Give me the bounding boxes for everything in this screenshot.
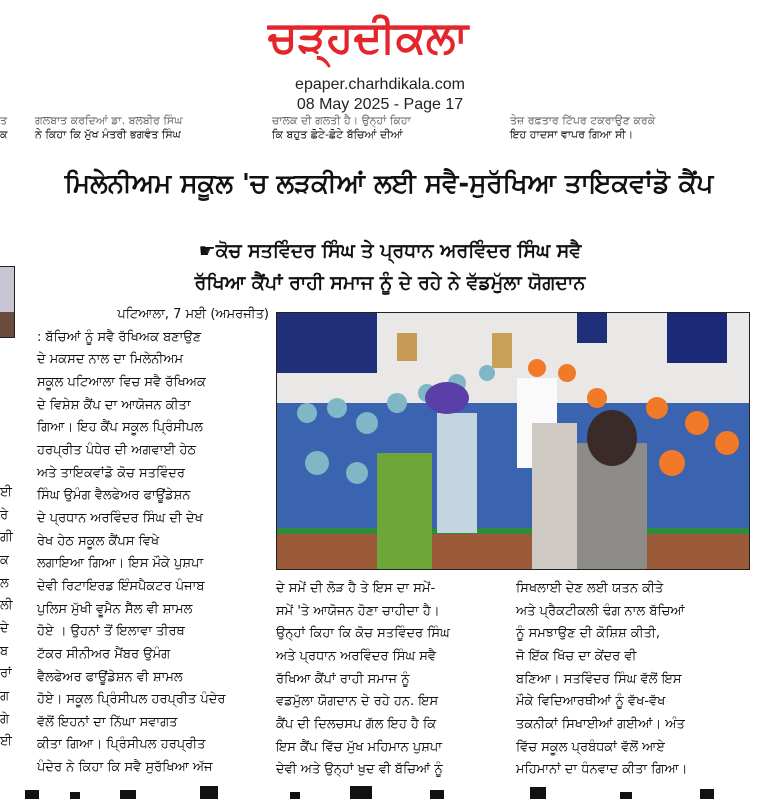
article-text-line: ਵੈਲਫੇਅਰ ਫਾਊਂਡੇਸ਼ਨ ਵੀ ਸ਼ਾਮਲ bbox=[37, 669, 183, 685]
article-text-line: ਵਡਮੁੱਲਾ ਯੋਗਦਾਨ ਦੇ ਰਹੇ ਹਨ. ਇਸ bbox=[276, 694, 439, 710]
fragment-text: ਇਹ ਹਾਦਸਾ ਵਾਪਰ ਗਿਆ ਸੀ। bbox=[510, 128, 634, 141]
next-headline-cut-off bbox=[0, 784, 760, 799]
fragment-text: ਬ bbox=[0, 643, 9, 659]
article-text-line: ਹੋਏ । ਉਹਨਾਂ ਤੋਂ ਇਲਾਵਾ ਤੀਰਥ bbox=[37, 624, 185, 640]
article-text-line: : ਬੱਚਿਆਂ ਨੂੰ ਸਵੈ ਰੱਖਿਅਕ ਬਣਾਉਣ bbox=[37, 329, 202, 345]
fragment-text: ਲ bbox=[0, 575, 9, 591]
newspaper-logo: ਚੜ੍ਹਦੀਕਲਾ bbox=[267, 12, 469, 63]
article-text-line: ਦੇ ਸਮੇਂ ਦੀ ਲੋੜ ਹੈ ਤੇ ਇਸ ਦਾ ਸਮੇਂ- bbox=[276, 581, 436, 596]
fragment-text: ਗਲਬਾਤ ਕਰਦਿਆਂ ਡਾ. ਬਲਬੀਰ ਸਿੰਘ bbox=[35, 114, 183, 127]
adjacent-column-fragment bbox=[0, 482, 18, 754]
article-text-line: ਜੋ ਇੱਕ ਖਿੱਚ ਦਾ ਕੇਂਦਰ ਵੀ bbox=[516, 648, 637, 664]
article-text-line: ਸਿਖਲਾਈ ਦੇਣ ਲਈ ਯਤਨ ਕੀਤੇ bbox=[516, 581, 664, 596]
fragment-text: ਈ bbox=[0, 734, 13, 750]
fragment-text: ਨੇ ਕਿਹਾ ਕਿ ਮੁੱਖ ਮੰਤਰੀ ਭਗਵੰਤ ਸਿੰਘ bbox=[35, 128, 181, 141]
fragment-text: ਗੇ bbox=[0, 711, 10, 727]
article-text-line: ਦੇ ਵਿਸ਼ੇਸ਼ ਕੈਂਪ ਦਾ ਆਯੋਜਨ ਕੀਤਾ bbox=[37, 397, 191, 413]
fragment-text: ਗ bbox=[0, 688, 10, 704]
article-text-line: ਬਣਿਆ। ਸਤਵਿੰਦਰ ਸਿੰਘ ਵੱਲੋਂ ਇਸ bbox=[516, 671, 682, 687]
article-text-line: ਕੀਤਾ ਗਿਆ। ਪ੍ਰਿੰਸੀਪਲ ਹਰਪ੍ਰੀਤ bbox=[37, 737, 206, 753]
article-text-line: ਦੇ ਮਕਸਦ ਨਾਲ ਦਾ ਮਿਲੇਨੀਅਮ bbox=[37, 352, 184, 368]
taekwondo-camp-photo bbox=[277, 313, 749, 569]
fragment-text: ਕ bbox=[0, 552, 9, 568]
article-text-line: ਅਤੇ ਤਾਇਕਵਾਂਡੋ ਕੋਚ ਸਤਵਿੰਦਰ bbox=[37, 465, 185, 481]
article-text-line: ਅਤੇ ਪ੍ਰੈਕਟੀਕਲੀ ਢੰਗ ਨਾਲ ਬੱਚਿਆਂ bbox=[516, 603, 685, 619]
fragment-text: ਚਾਲਕ ਦੀ ਗਲਤੀ ਹੈ। ਉਨ੍ਹਾਂ ਕਿਹਾ bbox=[272, 114, 411, 127]
article-text-line: ਅਤੇ ਪ੍ਰਧਾਨ ਅਰਵਿੰਦਰ ਸਿੰਘ ਸਵੈ bbox=[276, 648, 437, 664]
article-text-line: ਹਰਪ੍ਰੀਤ ਪੰਧੇਰ ਦੀ ਅਗਵਾਈ ਹੇਠ bbox=[37, 442, 197, 458]
article-photo bbox=[276, 312, 750, 570]
article-text-line: ਹੋਏ। ਸਕੂਲ ਪ੍ਰਿੰਸੀਪਲ ਹਰਪ੍ਰੀਤ ਪੰਦੇਰ bbox=[37, 692, 226, 708]
article-column-2 bbox=[276, 578, 510, 782]
article-text-line: ਟੱਕਰ ਸੀਨੀਅਰ ਮੈਂਬਰ ਉਮੰਗ bbox=[37, 646, 171, 662]
article-text-line: ਇਸ ਕੈਂਪ ਵਿੱਚ ਮੁੱਖ ਮਹਿਮਾਨ ਪੁਸ਼ਪਾ bbox=[276, 739, 443, 755]
article-subhead-line: ਰੱਖਿਆ ਕੈਂਪਾਂ ਰਾਹੀ ਸਮਾਜ ਨੂੰ ਦੇ ਰਹੇ ਨੇ ਵੱਡਮੁੱਲਾ ਯੋਗਦਾਨ bbox=[194, 272, 586, 294]
fragment-text: ਰਾਂ bbox=[0, 666, 12, 682]
fragment-text: ਗੀ bbox=[0, 530, 13, 546]
article-column-3 bbox=[516, 578, 750, 782]
epaper-url[interactable]: epaper.charhdikala.com bbox=[295, 76, 465, 93]
fragment-text: ਰੇ bbox=[0, 507, 9, 523]
article-text-line: ਮਹਿਮਾਨਾਂ ਦਾ ਧੰਨਵਾਦ ਕੀਤਾ ਗਿਆ। bbox=[516, 762, 688, 778]
article-text-line: ਕੈਂਪ ਦੀ ਦਿਲਚਸਪ ਗੱਲ ਇਹ ਹੈ ਕਿ bbox=[276, 716, 437, 732]
article-text-line: ਦੇ ਪ੍ਰਧਾਨ ਅਰਵਿੰਦਰ ਸਿੰਘ ਦੀ ਦੇਖ bbox=[37, 510, 203, 526]
article-text-line: ਵੱਲੋਂ ਇਹਨਾਂ ਦਾ ਨਿੱਘਾ ਸਵਾਗਤ bbox=[37, 714, 178, 730]
fragment-text: ਦੇ bbox=[0, 620, 9, 636]
article-headline: ਮਿਲੇਨੀਅਮ ਸਕੂਲ 'ਚ ਲੜਕੀਆਂ ਲਈ ਸਵੈ-ਸੁਰੱਖਿਆ ਤਾਇਕਵਾਂਡੋ ਕੈਂਪ bbox=[64, 169, 714, 199]
article-text-line: ਗਿਆ। ਇਹ ਕੈਂਪ ਸਕੂਲ ਪ੍ਰਿੰਸੀਪਲ bbox=[37, 420, 203, 436]
dateline: ਪਟਿਆਲਾ, 7 ਮਈ (ਅਮਰਜੀਤ) bbox=[117, 307, 269, 322]
article-text-line: ਦੇਵੀ ਅਤੇ ਉਨ੍ਹਾਂ ਖੁਦ ਵੀ ਬੱਚਿਆਂ ਨੂੰ bbox=[276, 762, 443, 778]
article-text-line: ਸਮੇਂ 'ਤੇ ਆਯੋਜਨ ਹੋਣਾ ਚਾਹੀਦਾ ਹੈ। bbox=[276, 603, 440, 619]
article-text-line: ਪੁਲਿਸ ਮੁੱਖੀ ਵੂਮੈਨ ਸੈੱਲ ਵੀ ਸ਼ਾਮਲ bbox=[37, 601, 193, 617]
article-text-line: ਤਕਨੀਕਾਂ ਸਿਖਾਈਆਂ ਗਈਆਂ। ਅੰਤ bbox=[516, 716, 685, 732]
article-text-line: ਲਗਾਇਆ ਗਿਆ। ਇਸ ਮੌਕੇ ਪੁਸ਼ਪਾ bbox=[37, 556, 204, 572]
article-text-line: ਵਿੱਚ ਸਕੂਲ ਪ੍ਰਬੰਧਕਾਂ ਵੱਲੋਂ ਆਏ bbox=[516, 739, 665, 755]
article-text-line: ਦੇਵੀ ਰਿਟਾਇਰਡ ਇੰਸਪੈਕਟਰ ਪੰਜਾਬ bbox=[37, 578, 205, 594]
article-text-line: ਮੌਕੇ ਵਿਦਿਆਰਥੀਆਂ ਨੂੰ ਵੱਖ-ਵੱਖ bbox=[516, 694, 666, 710]
article-text-line: ਨੂੰ ਸਮਝਾਉਣ ਦੀ ਕੋਸ਼ਿਸ਼ ਕੀਤੀ, bbox=[516, 626, 660, 642]
article-text-line: ਰੇਖ ਹੇਠ ਸਕੂਲ ਕੈਂਪਸ ਵਿਖੇ bbox=[37, 533, 160, 549]
article-text-line: ਸਕੂਲ ਪਟਿਆਲਾ ਵਿਚ ਸਵੈ ਰੱਖਿਅਕ bbox=[37, 374, 206, 390]
article-column-1 bbox=[37, 304, 269, 780]
fragment-text: ਤੇਜ਼ ਰਫ਼ਤਾਰ ਟਿੱਪਰ ਟਕਰਾਉਣ ਕਰਕੇ bbox=[510, 114, 656, 127]
fragment-text: ਤ bbox=[0, 114, 8, 127]
article-text-line: ਉਨ੍ਹਾਂ ਕਿਹਾ ਕਿ ਕੋਚ ਸਤਵਿੰਦਰ ਸਿੰਘ bbox=[276, 626, 450, 642]
fragment-text: ਲੀ bbox=[0, 598, 13, 614]
article-text-line: ਰੱਖਿਆ ਕੈਂਪਾਂ ਰਾਹੀ ਸਮਾਜ ਨੂੰ bbox=[276, 671, 410, 687]
article-subhead-line: ☛ਕੋਚ ਸਤਵਿੰਦਰ ਸਿੰਘ ਤੇ ਪ੍ਰਧਾਨ ਅਰਵਿੰਦਰ ਸਿੰਘ ਸਵੈ bbox=[198, 240, 582, 262]
edition-date-page: 08 May 2025 - Page 17 bbox=[296, 96, 464, 113]
fragment-text: ਕ bbox=[0, 128, 8, 141]
fragment-text: ਈ bbox=[0, 485, 13, 500]
adjacent-article-photo bbox=[0, 266, 15, 338]
fragment-text: ਕਿ ਬਹੁਤ ਛੋਟੇ-ਛੋਟੇ ਬੱਚਿਆਂ ਦੀਆਂ bbox=[272, 128, 403, 141]
pointing-hand-icon: ☛ bbox=[198, 240, 216, 262]
article-text-line: ਸਿੰਘ ਉਮੰਗ ਵੈਲਫੇਅਰ ਫਾਊਂਡੇਸ਼ਨ bbox=[37, 488, 191, 504]
article-text-line: ਪੰਦੇਰ ਨੇ ਕਿਹਾ ਕਿ ਸਵੈ ਸੁਰੱਖਿਆ ਅੱਜ bbox=[37, 760, 213, 776]
